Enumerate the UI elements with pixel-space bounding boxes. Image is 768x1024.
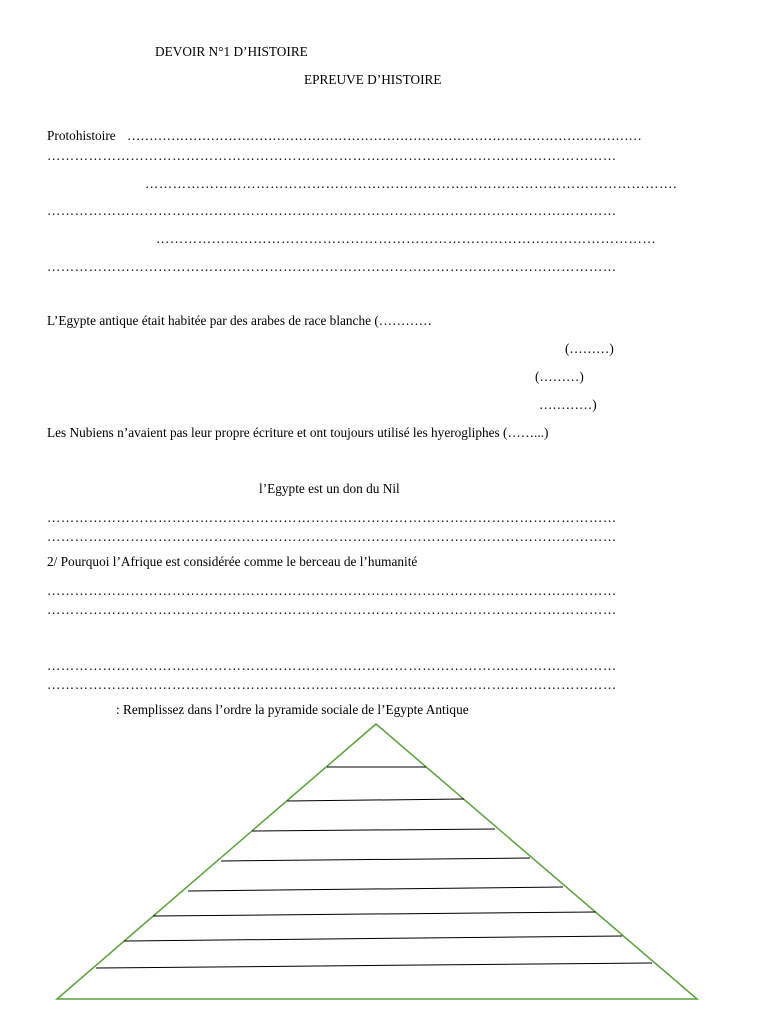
statement-nubians: Les Nubiens n’avaient pas leur propre écriture et ont toujours utilisé les hyerogliphes (……...) bbox=[47, 425, 549, 440]
protohistoire-answer-line[interactable]: ……………………………………………………………………………………………………… bbox=[127, 128, 642, 143]
statement-answer-blank[interactable]: …………) bbox=[539, 397, 597, 412]
pyramid-level-line[interactable] bbox=[96, 963, 652, 968]
pyramid-level-line[interactable] bbox=[153, 912, 596, 916]
nile-dot-line[interactable]: …………………………………………………………………………………………………………… bbox=[47, 529, 617, 544]
question-2-dot-line[interactable]: …………………………………………………………………………………………………………… bbox=[47, 677, 617, 692]
pyramid-level-line[interactable] bbox=[287, 799, 464, 801]
protohistoire-dot-line[interactable]: ……………………………………………………………………………………………………. bbox=[145, 176, 678, 191]
page-title: DEVOIR N°1 D’HISTOIRE bbox=[155, 44, 308, 59]
question-2: 2/ Pourquoi l’Afrique est considérée comme le berceau de l’humanité bbox=[47, 554, 418, 569]
question-2-dot-line[interactable]: …………………………………………………………………………………………………………… bbox=[47, 583, 617, 598]
page-subtitle: EPREUVE D’HISTOIRE bbox=[304, 72, 442, 87]
pyramid-level-line[interactable] bbox=[221, 858, 530, 861]
pyramid-level-line[interactable] bbox=[252, 829, 495, 831]
statement-egypt-arabs: L’Egypte antique était habitée par des arabes de race blanche (………… bbox=[47, 313, 432, 328]
nile-dot-line[interactable]: …………………………………………………………………………………………………………… bbox=[47, 510, 617, 525]
protohistoire-dot-line[interactable]: …………………………………………………………………………………………………………… bbox=[47, 203, 617, 218]
statement-answer-blank[interactable]: (………) bbox=[565, 341, 614, 356]
protohistoire-dot-line[interactable]: …………………………………………………………………………………………………………… bbox=[47, 259, 617, 274]
protohistoire-label: Protohistoire bbox=[47, 128, 116, 143]
nile-statement: l’Egypte est un don du Nil bbox=[259, 481, 400, 496]
question-2-dot-line[interactable]: …………………………………………………………………………………………………………… bbox=[47, 602, 617, 617]
pyramid-level-line[interactable] bbox=[124, 936, 622, 941]
pyramid-instruction: : Remplissez dans l’ordre la pyramide sociale de l’Egypte Antique bbox=[116, 702, 469, 717]
protohistoire-dot-line[interactable]: …………………………………………………………………………………………………………… bbox=[47, 148, 617, 163]
pyramid-outline bbox=[57, 724, 697, 999]
question-2-dot-line[interactable]: …………………………………………………………………………………………………………… bbox=[47, 658, 617, 673]
pyramid-level-line[interactable] bbox=[188, 887, 563, 891]
protohistoire-dot-line[interactable]: ……………………………………………………………………………………………… bbox=[156, 231, 657, 246]
statement-answer-blank[interactable]: (………) bbox=[535, 369, 584, 384]
